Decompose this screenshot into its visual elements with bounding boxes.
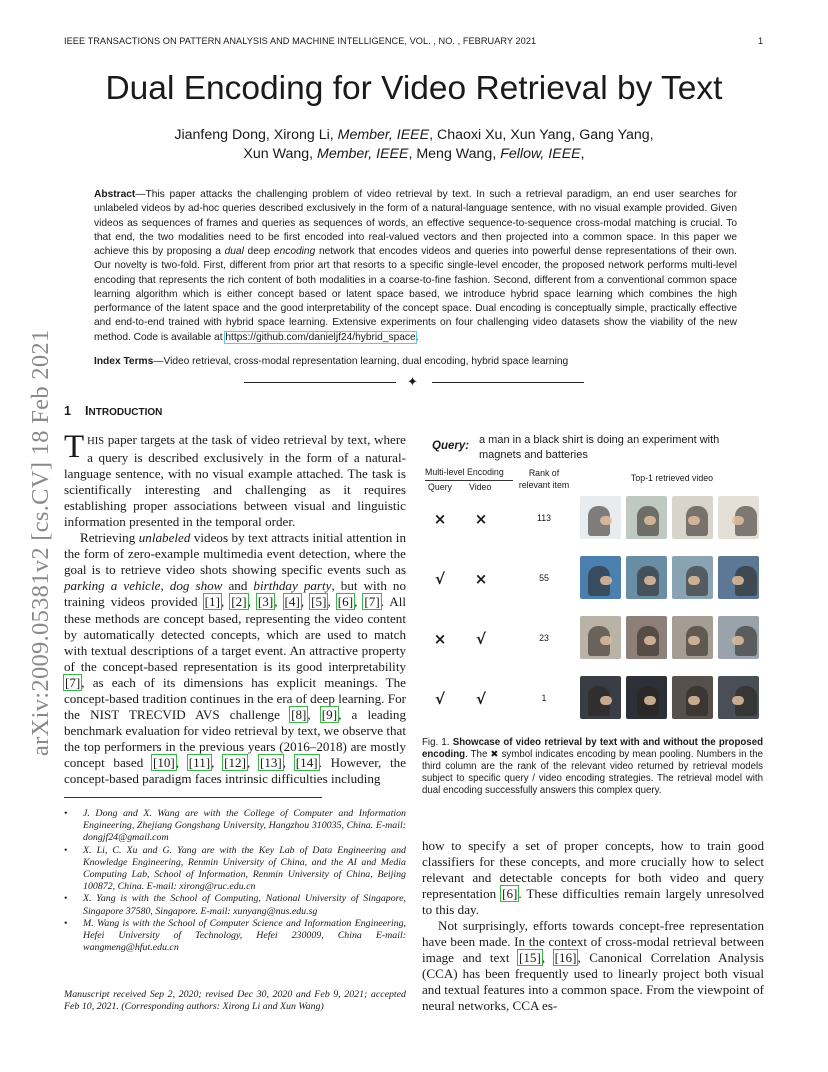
author-names: , Chaoxi Xu, Xun Yang, Gang Yang,: [429, 127, 654, 143]
caption-text: . The ✖ symbol indicates encoding by mean pooling. Numbers in the third column are the rank of the relevant video returned by retrieval models subject to specific query / video encoding strategies. The retrieval model with dual encoding successfully answers this complex query.: [422, 748, 763, 796]
abstract-emphasis: encoding: [273, 246, 316, 257]
video-encoding-cross-icon: ×: [474, 570, 488, 588]
figure-header-video: Video: [469, 482, 492, 492]
page-number: 1: [758, 36, 764, 46]
author-membership: Fellow, IEEE: [500, 146, 581, 162]
paragraph-text: , a leading benchmark evaluation for video retrieval by text, we observe that the top performers in the previous years (2016–2018) are mostly concept based: [64, 706, 407, 770]
author-names: Jianfeng Dong, Xirong Li,: [174, 127, 338, 143]
caption-label: Fig. 1.: [422, 737, 450, 748]
citation-link[interactable]: [1]: [204, 594, 220, 610]
thumbnail-detail: [644, 636, 656, 645]
bullet-icon: •: [64, 917, 68, 929]
section-title-rest: NTRODUCTION: [88, 407, 163, 418]
video-thumbnail: [626, 496, 667, 539]
citation-link[interactable]: [6]: [502, 886, 518, 902]
citation-link[interactable]: [12]: [224, 754, 246, 770]
author-membership: Member, IEEE: [337, 127, 430, 143]
citation-link[interactable]: [9]: [321, 706, 338, 722]
video-thumbnail: [672, 616, 713, 659]
query-encoding-check-icon: √: [434, 570, 445, 588]
paragraph-text: videos by text attracts initial attention in the form of zero-example multimedia event detection, where the goal is to retrieve video shots showing specific events such as: [64, 530, 406, 578]
citation-link[interactable]: [10]: [152, 754, 175, 770]
bullet-icon: •: [64, 893, 68, 905]
paragraph-text: . However, the concept-based paradigm faces intrinsic difficulties including: [64, 754, 407, 786]
citation-link[interactable]: [14]: [295, 754, 318, 770]
paragraph: [422, 838, 764, 918]
figure-row: [422, 616, 768, 664]
paragraph-text: . All these methods are concept based, representing the video content by automatically detected concepts, which are used to match with textual descriptions of a target event. An attractive property of the concept-based representation is its good interpretability: [64, 594, 407, 674]
query-encoding-cross-icon: ×: [433, 630, 447, 648]
video-thumbnail: [672, 496, 713, 539]
thumbnail-detail: [688, 516, 700, 525]
citation-link[interactable]: [2]: [231, 594, 247, 610]
thumbnail-detail: [644, 696, 656, 705]
citation-link[interactable]: [15]: [519, 950, 541, 966]
thumbnail-detail: [688, 696, 700, 705]
citation-link[interactable]: [13]: [259, 754, 282, 770]
citation-link[interactable]: [6]: [337, 594, 354, 610]
abstract-label: Abstract: [94, 189, 136, 200]
author-names: Xun Wang,: [243, 146, 317, 162]
thumbnail-detail: [600, 636, 612, 645]
citation-link[interactable]: [16]: [554, 950, 577, 966]
video-thumbnail: [580, 496, 621, 539]
figure-row: [422, 496, 768, 544]
rank-value: 1: [541, 693, 547, 703]
index-terms: [94, 356, 568, 367]
thumbnail-detail: [644, 576, 656, 585]
abstract-text: —This paper attacks the challenging problem of video retrieval by text. In such a retrieval paradigm, an end user searches for unlabeled videos by ad-hoc queries described exclusively in the form of a natural-language sentence, with no visual example provided. Given videos as sequences of frames and queries as sequences of words, an effective sequence-to-sequence cross-modal matching is crucial. To that end, the two modalities need to be first encoded into real-valued vectors and then projected into a common space. In this paper we achieve this by proposing a: [94, 189, 737, 257]
right-column-body: [422, 838, 764, 1015]
divider-line-right: [432, 382, 584, 383]
dropcap: T: [64, 429, 85, 465]
citation-link[interactable]: [11]: [188, 754, 211, 770]
video-thumbnail: [718, 496, 759, 539]
citation-link[interactable]: [5]: [311, 594, 327, 610]
section-number: 1: [64, 404, 72, 418]
footnote-item: [64, 845, 406, 894]
query-encoding-check-icon: √: [434, 690, 445, 708]
paragraph-text: , Canonical Correlation Analysis (CCA) has been frequently used to linearly project both visual and textual features into a common space. From the viewpoint of neural networks, CCA es-: [422, 950, 765, 1014]
emphasis: parking a vehicle: [64, 578, 161, 594]
code-link[interactable]: https://github.com/danieljf24/hybrid_space: [225, 331, 416, 343]
video-thumbnail: [672, 556, 713, 599]
footnote-item: [64, 918, 406, 955]
affiliation-footnotes: [64, 808, 406, 954]
figure-row: [422, 556, 768, 604]
running-header: IEEE TRANSACTIONS ON PATTERN ANALYSIS AND MACHINE INTELLIGENCE, VOL. , NO. , FEBRUARY 2021: [64, 36, 537, 46]
paragraph-text: ,: [160, 578, 170, 594]
author-list: [0, 126, 828, 164]
citation-link[interactable]: [8]: [291, 706, 307, 722]
rank-value: 55: [539, 573, 549, 583]
citation-link[interactable]: [3]: [257, 594, 274, 610]
video-thumbnail: [718, 616, 759, 659]
video-thumbnail: [580, 556, 621, 599]
figure-1: [422, 430, 768, 730]
paragraph-text: , as each of its dimensions has explicit meanings. The concept-based tradition continues in the era of deep learning. For the NIST TRECVID AVS challenge: [64, 674, 406, 722]
section-divider: [244, 375, 584, 389]
section-heading: [64, 404, 162, 418]
thumbnail-detail: [732, 576, 744, 585]
paragraph-text: Not surprisingly, efforts towards concept-free representation have been made. In the context of cross-modal retrieval between image and text: [422, 918, 764, 966]
video-thumbnail: [718, 676, 759, 719]
paragraph-text: . These difficulties remain largely unresolved to this day.: [422, 886, 764, 918]
thumbnail-detail: [600, 696, 612, 705]
abstract: [94, 188, 737, 345]
abstract-text: network that encodes videos and queries into powerful dense representations of their own. Our novelty is two-fold. First, different from prior art that resorts to a specific single-level encoder, the proposed network performs multi-level encoding that represents the rich content of both modalities in a coarse-to-fine fashion. Second, different from a conventional common space learning algorithm which is either concept based or latent space based, we introduce hybrid space learning which combines the high performance of the latent space and the good interpretability of the concept space. Dual encoding is conceptually simple, practically effective and end-to-end trained with hybrid space learning. Extensive experiments on four challenging video datasets show the viability of the new method. Code is available at: [94, 246, 737, 343]
video-thumbnail: [580, 616, 621, 659]
author-line-2: [0, 145, 828, 164]
left-column-body: [64, 429, 407, 787]
footnote-text: X. Yang is with the School of Computing, National University of Singapore, Singapore 37580, Singapore. E-mail: xunyang@nus.edu.sg: [83, 893, 406, 917]
paragraph: [64, 429, 406, 530]
paragraph-text: Retrieving: [80, 530, 139, 546]
video-thumbnail: [718, 556, 759, 599]
thumbnail-detail: [688, 576, 700, 585]
index-terms-label: Index Terms: [94, 356, 154, 367]
author-names: , Meng Wang,: [408, 146, 501, 162]
citation-link[interactable]: [7]: [65, 674, 81, 690]
index-terms-text: —Video retrieval, cross-modal representation learning, dual encoding, hybrid space learning: [153, 356, 569, 367]
manuscript-note: Manuscript received Sep 2, 2020; revised Dec 30, 2020 and Feb 9, 2021; accepted Feb 10, 2021. (Corresponding authors: Xirong Li and Xun Wang): [64, 989, 406, 1013]
footnote-text: M. Wang is with the School of Computer Science and Information Engineering, Hefei University of Technology, Hefei 230009, China E-mail: wangmeng@hfut.edu.cn: [83, 917, 406, 954]
footnote-item: [64, 808, 406, 845]
abstract-text: .: [415, 331, 419, 343]
thumbnail-detail: [732, 516, 744, 525]
footnote-text: X. Li, C. Xu and G. Yang are with the Key Lab of Data Engineering and Knowledge Engineering, Renmin University of China, and the AI and Media Computing Lab, School of Information, Renmin University of China, Beijing 100872, China. E-mail: xirong@ruc.edu.cn: [83, 844, 406, 893]
query-encoding-cross-icon: ×: [433, 510, 447, 528]
figure-header-top1: Top-1 retrieved video: [630, 473, 714, 483]
figure-query-text: a man in a black shirt is doing an experiment with magnets and batteries: [479, 434, 720, 461]
figure-caption: [422, 737, 763, 797]
author-names: ,: [580, 146, 585, 162]
citation-link[interactable]: [7]: [364, 594, 380, 610]
paragraph-text: how to specify a set of proper concepts, how to train good classifiers for these concepts, and more crucially how to select relevant and detectable concepts for both video and query representation: [422, 838, 764, 902]
footnote-text: J. Dong and X. Wang are with the College of Computer and Information Engineering, Zhejiang Gongshang University, Hangzhou 310035, China. E-mail: dongjf24@gmail.com: [83, 808, 406, 844]
rank-value: 113: [536, 513, 552, 523]
caption-title: Showcase of video retrieval by text with and without the proposed encoding: [422, 737, 764, 760]
video-thumbnail: [626, 616, 667, 659]
footnote-item: [64, 893, 406, 917]
paragraph: Retrieving unlabeled videos by text attracts initial attention in the form of zero-example multimedia event detection, where the goal is to retrieve video shots showing specific events such as parking a vehicle, dog show and birthday party, but with no training videos provided [1], [2], [3], [4], [5], [6], [7]. All these methods are concept based, representing the video content by automatically detected concepts, which are used to match with textual descriptions of a target event. An attractive property of the concept-based representation is its good interpretability [7], as each of its dimensions has explicit meanings. The concept-based tradition continues in the era of deep learning. For the NIST TRECVID AVS challenge [8], [9], a leading benchmark evaluation for video retrieval by text, we observe that the top performers in the previous years (2016–2018) are mostly concept based [10], [11], [12], [13], [14]. However, the concept-based paradigm faces intrinsic difficulties including: [64, 530, 407, 786]
divider-line-left: [244, 382, 396, 383]
thumbnail-detail: [732, 636, 744, 645]
citation-link[interactable]: [4]: [284, 594, 300, 610]
emphasis: unlabeled: [138, 530, 191, 546]
paragraph-text: and: [222, 578, 254, 594]
thumbnail-detail: [688, 636, 700, 645]
abstract-text: deep: [243, 246, 274, 257]
thumbnail-detail: [600, 516, 612, 525]
footnote-rule: [64, 797, 322, 798]
section-title-initial: I: [85, 404, 89, 418]
video-thumbnail: [626, 556, 667, 599]
figure-header-rule: [425, 480, 513, 481]
emphasis: birthday party: [253, 578, 332, 594]
author-membership: Member, IEEE: [317, 146, 409, 162]
divider-diamond-icon: ✦: [407, 374, 418, 389]
paragraph-text: paper targets at the task of video retrieval by text, where a query is described exclusively in the form of a natural-language sentence, with no visual example attached. The task is scientifically interesting and challenging as it requires establishing proper associations between visual and linguistic information presented in the temporal order.: [64, 432, 406, 530]
video-encoding-cross-icon: ×: [474, 510, 488, 528]
figure-header-query: Query: [428, 482, 452, 492]
thumbnail-detail: [600, 576, 612, 585]
author-line-1: [0, 126, 828, 145]
video-thumbnail: [580, 676, 621, 719]
thumbnail-detail: [732, 696, 744, 705]
bullet-icon: •: [64, 808, 68, 819]
video-thumbnail: [672, 676, 713, 719]
emphasis: dog show: [169, 578, 223, 594]
video-encoding-check-icon: √: [475, 690, 486, 708]
video-thumbnail: [626, 676, 667, 719]
paragraph-text: , but with no training videos provided: [64, 578, 407, 610]
figure-header-multilevel: Multi-level Encoding: [425, 467, 504, 477]
paragraph: Not surprisingly, efforts towards concept-free representation have been made. In the context of cross-modal retrieval between image and text [15], [16], Canonical Correlation Analysis (CCA) has been frequently used to linearly project both visual and textual features into a common space. From the viewpoint of neural networks, CCA es-: [422, 918, 765, 1014]
thumbnail-detail: [644, 516, 656, 525]
video-encoding-check-icon: √: [475, 630, 486, 648]
figure-query-label: Query:: [432, 440, 470, 452]
rank-value: 23: [539, 633, 549, 643]
abstract-emphasis: dual: [224, 246, 244, 257]
figure-row: [422, 676, 768, 724]
figure-header-rank: Rank of relevant item: [518, 468, 570, 490]
smallcaps-text: HIS: [87, 436, 105, 447]
arxiv-stamp: arXiv:2009.05381v2 [cs.CV] 18 Feb 2021: [27, 329, 54, 756]
paper-title: Dual Encoding for Video Retrieval by Text: [105, 70, 723, 107]
bullet-icon: •: [64, 844, 68, 856]
